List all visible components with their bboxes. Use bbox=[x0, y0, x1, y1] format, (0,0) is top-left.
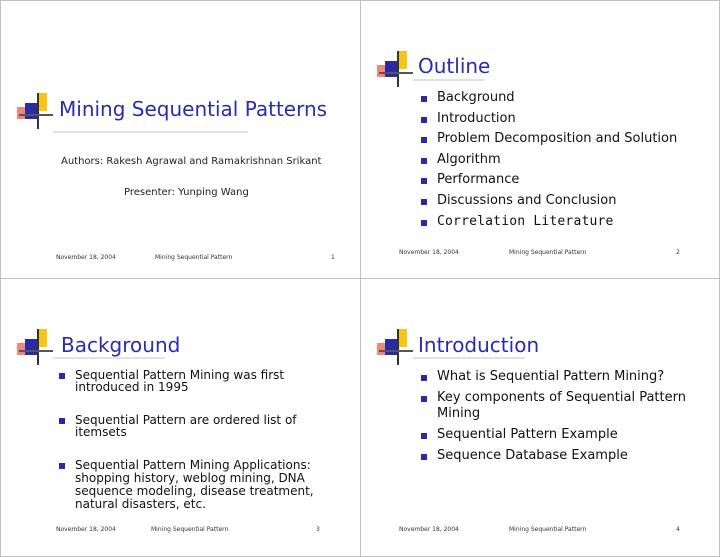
list-item: What is Sequential Pattern Mining? bbox=[421, 369, 691, 385]
bullet-list bbox=[421, 369, 691, 464]
bullet-icon bbox=[421, 454, 427, 460]
slide-title: Mining Sequential Patterns bbox=[59, 97, 328, 121]
slide-decoration-icon bbox=[17, 93, 53, 129]
list-item: Sequential Pattern Mining was first introduced in 1995 bbox=[59, 369, 334, 393]
footer-title: Mining Sequential Pattern bbox=[509, 249, 587, 256]
list-item: Key components of Sequential Pattern Mining bbox=[421, 390, 691, 422]
bullet-icon bbox=[421, 199, 427, 205]
slide-title: Outline bbox=[418, 54, 491, 78]
list-item: Sequential Pattern Mining Applications: shopping history, weblog mining, DNA sequence modeling, disease treatment, natural disasters, etc. bbox=[59, 459, 334, 511]
bullet-list bbox=[59, 369, 334, 511]
slide-2 bbox=[360, 0, 720, 279]
list-item: Algorithm bbox=[421, 152, 711, 168]
list-item: Correlation Literature bbox=[421, 214, 711, 230]
title-underline bbox=[53, 131, 248, 133]
bullet-icon bbox=[59, 463, 65, 469]
bullet-icon bbox=[421, 96, 427, 102]
title-underline bbox=[413, 79, 485, 81]
bullet-icon bbox=[421, 220, 427, 226]
bullet-icon bbox=[421, 178, 427, 184]
bullet-icon bbox=[421, 137, 427, 143]
bullet-icon bbox=[421, 158, 427, 164]
list-item: Discussions and Conclusion bbox=[421, 193, 711, 209]
bullet-icon bbox=[421, 117, 427, 123]
slide-decoration-icon bbox=[377, 51, 413, 87]
footer-title: Mining Sequential Pattern bbox=[151, 526, 229, 533]
list-item: Sequential Pattern Example bbox=[421, 427, 691, 443]
list-item: Background bbox=[421, 90, 711, 106]
list-item: Sequential Pattern are ordered list of itemsets bbox=[59, 414, 334, 438]
footer-date: November 18, 2004 bbox=[399, 526, 459, 533]
slide-1 bbox=[0, 0, 361, 279]
bullet-icon bbox=[59, 418, 65, 424]
footer-page-number: 2 bbox=[676, 249, 680, 256]
title-underline bbox=[413, 357, 525, 359]
footer-page-number: 4 bbox=[676, 526, 680, 533]
presenter-text: Presenter: Yunping Wang bbox=[124, 187, 249, 198]
footer-date: November 18, 2004 bbox=[56, 254, 116, 261]
list-item: Introduction bbox=[421, 111, 711, 127]
footer-title: Mining Sequential Pattern bbox=[509, 526, 587, 533]
slide-decoration-icon bbox=[377, 329, 413, 365]
footer-title: Mining Sequential Pattern bbox=[155, 254, 233, 261]
list-item: Problem Decomposition and Solution bbox=[421, 131, 711, 147]
footer-date: November 18, 2004 bbox=[399, 249, 459, 256]
slide-title: Introduction bbox=[418, 333, 540, 357]
slide-decoration-icon bbox=[17, 329, 53, 365]
footer-date: November 18, 2004 bbox=[56, 526, 116, 533]
authors-text: Authors: Rakesh Agrawal and Ramakrishnan Srikant bbox=[61, 156, 322, 167]
bullet-icon bbox=[421, 433, 427, 439]
title-underline bbox=[53, 357, 165, 359]
slide-3 bbox=[0, 278, 361, 557]
list-item: Sequence Database Example bbox=[421, 448, 691, 464]
slide-4 bbox=[360, 278, 720, 557]
slide-title: Background bbox=[61, 333, 181, 357]
list-item: Performance bbox=[421, 172, 711, 188]
bullet-icon bbox=[59, 373, 65, 379]
bullet-icon bbox=[421, 396, 427, 402]
footer-page-number: 1 bbox=[331, 254, 335, 261]
footer-page-number: 3 bbox=[316, 526, 320, 533]
bullet-list bbox=[421, 90, 711, 230]
bullet-icon bbox=[421, 375, 427, 381]
